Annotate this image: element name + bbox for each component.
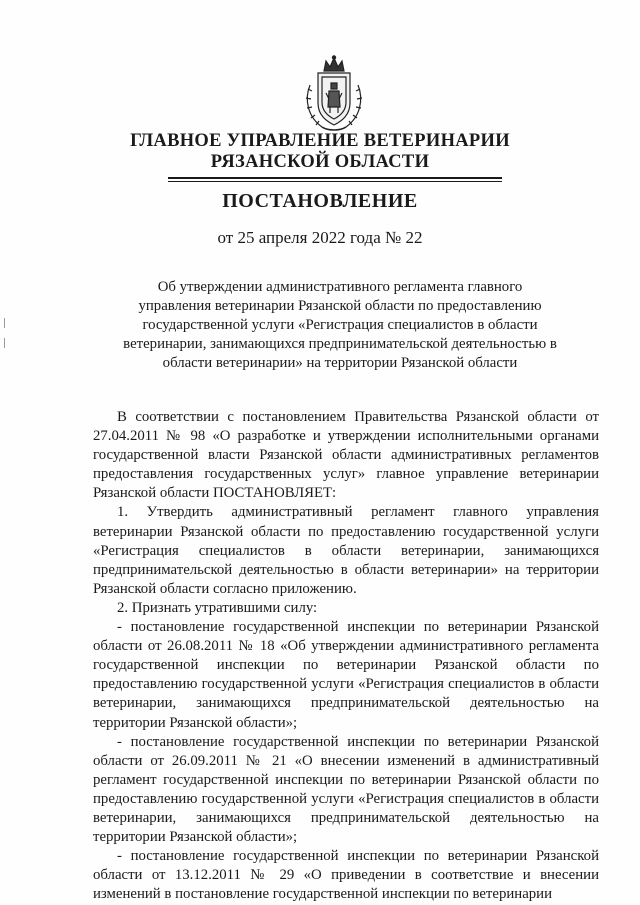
document-date-number: от 25 апреля 2022 года № 22 <box>217 228 423 247</box>
body-paragraph: - постановление государственной инспекции по ветеринарии Рязанской области от 26.08.2011 № 18 «Об утверждении административного регламента государственной инспекции по ветеринарии Рязанской области по предоставлению государственной услуги «Регистрация специалистов в области ветеринарии, занимающихся предпринимательской деятельностью на территории Рязанской области»; <box>93 619 599 731</box>
scan-margin-mark <box>4 318 5 328</box>
coat-of-arms-emblem <box>300 55 368 135</box>
organization-name-line-1: ГЛАВНОЕ УПРАВЛЕНИЕ ВЕТЕРИНАРИИ <box>130 131 510 151</box>
organization-name-line-2: РЯЗАНСКОЙ ОБЛАСТИ <box>210 152 430 172</box>
document-type-title: ПОСТАНОВЛЕНИЕ <box>222 190 418 212</box>
body-paragraph: 1. Утвердить административный регламент главного управления ветеринарии Рязанской области по предоставлению государственной услуги «Регистрация специалистов в области ветеринарии, занимающихся предпринимательской деятельностью в области ветеринарии» на территории Рязанской области согласно приложению. <box>93 504 599 597</box>
body-paragraph: - постановление государственной инспекции по ветеринарии Рязанской области от 26.09.2011 № 21 «О внесении изменений в административный регламент государственной инспекции по ветеринарии Рязанской области по предоставлению государственной услуги «Регистрация специалистов в области ветеринарии, занимающихся предпринимательской деятельностью на территории Рязанской области»; <box>93 733 599 846</box>
document-subject: Об утверждении административного регламента главного управления ветеринарии Рязанской области по предоставлению государственной услуги «Регистрация специалистов в области ветеринарии, занимающихся предпринимательской деятельностью в области ветеринарии» на территории Рязанской области <box>123 279 557 371</box>
scan-margin-mark <box>4 338 5 348</box>
document-body <box>93 408 599 904</box>
header-divider-thick <box>168 177 502 179</box>
body-paragraph: 2. Признать утратившими силу: <box>117 599 318 616</box>
header-divider-thin <box>168 181 502 182</box>
body-paragraph: В соответствии с постановлением Правительства Рязанской области от 27.04.2011 № 98 «О разработке и утверждении исполнительными органами государственной власти Рязанской области административных регламентов предоставления государственных услуг» главное управление ветеринарии Рязанской области ПОСТАНОВЛЯЕТ: <box>93 409 599 502</box>
body-paragraph: - постановление государственной инспекции по ветеринарии Рязанской области от 13.12.2011 № 29 «О приведении в соответствие и внесении изменений в постановление государственной инспекции по ветеринарии <box>93 848 599 903</box>
